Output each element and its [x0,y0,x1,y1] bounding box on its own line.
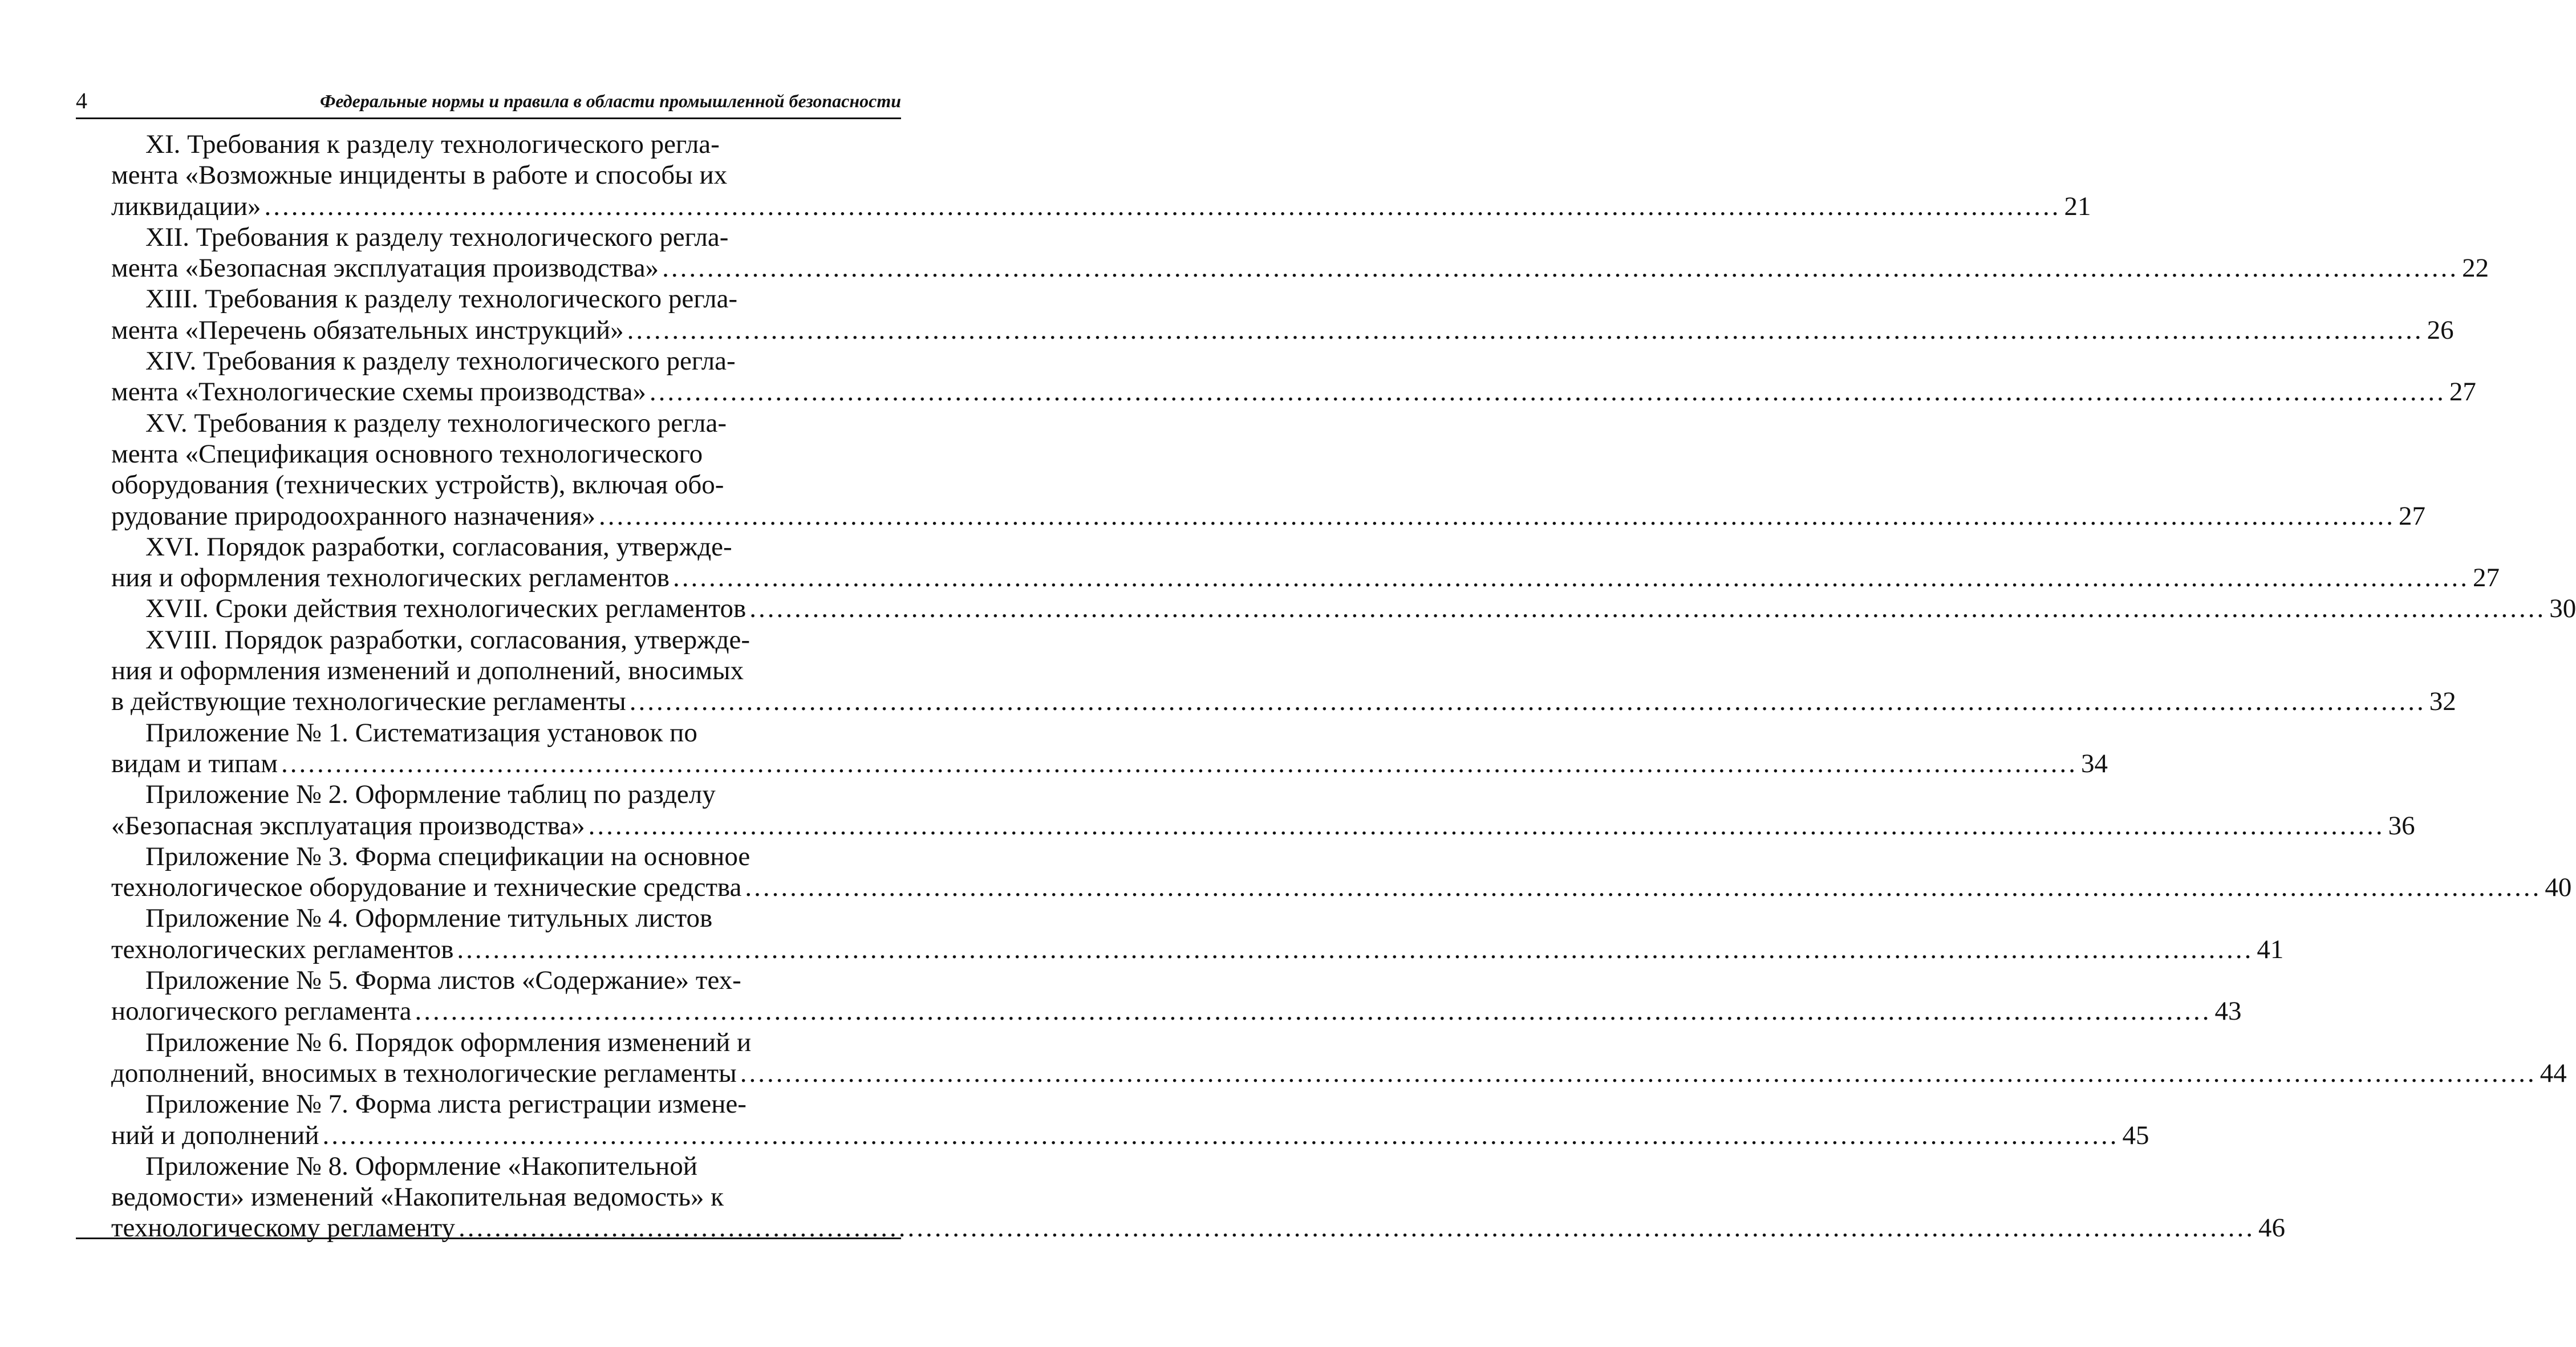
toc-entry-line [111,501,2426,532]
toc-entry [111,222,2489,284]
toc-entry-text: в действующие технологические регламенты [111,687,626,717]
toc-entry-line: Приложение № 7. Форма листа регистрации измене- [145,1089,747,1119]
toc-page-number: 34 [2080,748,2108,778]
toc-entry-line: XI. Требования к разделу технологического регла- [145,129,720,159]
toc-entry [111,779,2415,841]
toc-page-number: 32 [2429,687,2456,717]
toc-page-number: 46 [2258,1213,2286,1243]
toc-page-number: 43 [2214,996,2242,1027]
dot-leader: ........................................................................................................................................................................................................ [629,687,2426,717]
dot-leader: ........................................................................................................................................................................................................ [457,934,2254,964]
toc-entry-line [111,253,2489,283]
toc-entry-text: ний и дополнений [111,1120,319,1150]
page-number: 4 [76,88,87,113]
toc-page-number: 27 [2399,501,2426,531]
toc-entry [111,717,2108,780]
toc-entry-line [111,1120,2149,1151]
toc-entry [111,593,2576,624]
dot-leader: ........................................................................................................................................................................................................ [415,996,2212,1027]
toc-page-number: 40 [2545,873,2572,903]
dot-leader: ........................................................................................................................................................................................................ [749,594,2546,624]
toc-entry-line [111,872,2572,903]
toc-entry-line: XII. Требования к разделу технологического регла- [145,222,729,252]
dot-leader: ........................................................................................................................................................................................................ [281,748,2078,778]
toc-page-number: 36 [2388,810,2415,841]
toc-entry-text: видам и типам [111,748,278,778]
dot-leader: ........................................................................................................................................................................................................ [745,873,2542,903]
toc-entry-line [111,376,2476,407]
bottom-rule [76,1238,901,1239]
toc-page-number: 30 [2549,594,2576,624]
toc-entry-line: оборудования (технических устройств), включая обо- [111,470,724,500]
toc-entry-line: XIII. Требования к разделу технологического регла- [145,284,738,314]
toc-entry [111,624,2456,717]
toc-page-number: 27 [2472,563,2500,593]
toc-entry-text: технологических регламентов [111,934,454,964]
dot-leader: ........................................................................................................................................................................................................ [588,810,2385,841]
toc-page-number: 21 [2064,191,2091,221]
toc-entry-line: Приложение № 3. Форма спецификации на основное [145,841,751,871]
toc-entry-line: XVIII. Порядок разработки, согласования, утвержде- [145,624,751,655]
toc-entry-line: ведомости» изменений «Накопительная ведомость» к [111,1182,724,1212]
toc-entry-line [111,1058,2567,1089]
toc-page-number: 44 [2540,1058,2567,1088]
toc-entry [111,1089,2149,1151]
toc-entry [111,129,2091,222]
toc-entry-text: нологического регламента [111,996,412,1027]
dot-leader: ........................................................................................................................................................................................................ [740,1058,2537,1088]
running-title: Федеральные нормы и правила в области промышленной безопасности [320,91,901,111]
dot-leader: ........................................................................................................................................................................................................ [662,253,2459,283]
dot-leader: ........................................................................................................................................................................................................ [627,315,2424,345]
toc-entry-line: Приложение № 2. Оформление таблиц по разделу [145,780,716,810]
toc-entry [111,346,2476,408]
toc-entry-line: XIV. Требования к разделу технологического регла- [145,346,736,376]
toc-entry [111,841,2572,903]
toc-entry-text: технологическое оборудование и технические средства [111,873,742,903]
dot-leader: ........................................................................................................................................................................................................ [322,1120,2119,1150]
toc-entry-line [111,748,2108,779]
toc-page-number: 45 [2122,1120,2149,1150]
toc-entry-line [111,686,2456,717]
toc-entry-line [111,315,2454,346]
toc-entry-line [111,191,2091,222]
toc-entry-line: Приложение № 4. Оформление титульных листов [145,903,713,934]
toc-entry-line [111,996,2242,1027]
toc-page-number: 22 [2462,253,2489,283]
dot-leader: ........................................................................................................................................................................................................ [459,1213,2255,1243]
toc-entry-text: дополнений, вносимых в технологические регламенты [111,1058,737,1088]
toc-entry-line: мента «Возможные инциденты в работе и способы их [111,160,728,190]
toc-entry-line: мента «Спецификация основного технологического [111,439,703,469]
toc-entry-line: ния и оформления изменений и дополнений, вносимых [111,656,744,686]
dot-leader: ........................................................................................................................................................................................................ [264,191,2061,221]
toc-entry-line [111,562,2500,593]
toc-entry-text: XVII. Сроки действия технологических регламентов [145,594,747,624]
toc-entry [111,1151,2286,1244]
toc-entry-text: мента «Перечень обязательных инструкций» [111,315,624,345]
toc-entry-text: рудование природоохранного назначения» [111,501,596,531]
toc-entry-text: ликвидации» [111,191,261,221]
toc-entry-line: Приложение № 5. Форма листов «Содержание» тех- [145,965,741,996]
toc-entry-line [111,593,2576,624]
toc-entry [111,283,2454,346]
toc-entry-text: технологическому регламенту [111,1213,456,1243]
toc-entry-line: Приложение № 6. Порядок оформления изменений и [145,1027,752,1057]
toc-entry-text: «Безопасная эксплуатация производства» [111,810,585,841]
toc-page-number: 26 [2427,315,2454,345]
toc-entry-line: XV. Требования к разделу технологического регла- [145,408,727,438]
toc-entry-text: мента «Технологические схемы производства» [111,377,646,407]
toc-entry [111,903,2284,965]
toc-page-number: 41 [2257,934,2284,964]
toc-entry-line: Приложение № 8. Оформление «Накопительной [145,1151,697,1181]
dot-leader: ........................................................................................................................................................................................................ [599,501,2396,531]
toc-entry-line [111,934,2284,965]
toc-entry [111,1027,2567,1089]
dot-leader: ........................................................................................................................................................................................................ [649,377,2446,407]
toc-entry [111,532,2500,594]
toc-entry-line [111,810,2415,841]
page-header [76,84,901,119]
toc-entry-text: ния и оформления технологических регламентов [111,563,670,593]
toc-entry [111,408,2426,532]
table-of-contents [111,129,2576,1244]
toc-entry-line: XVI. Порядок разработки, согласования, утвержде- [145,532,732,562]
dot-leader: ........................................................................................................................................................................................................ [672,563,2469,593]
toc-page-number: 27 [2449,377,2476,407]
toc-entry-text: мента «Безопасная эксплуатация производства» [111,253,659,283]
toc-entry-line: Приложение № 1. Систематизация установок по [145,717,697,748]
toc-entry [111,965,2242,1027]
